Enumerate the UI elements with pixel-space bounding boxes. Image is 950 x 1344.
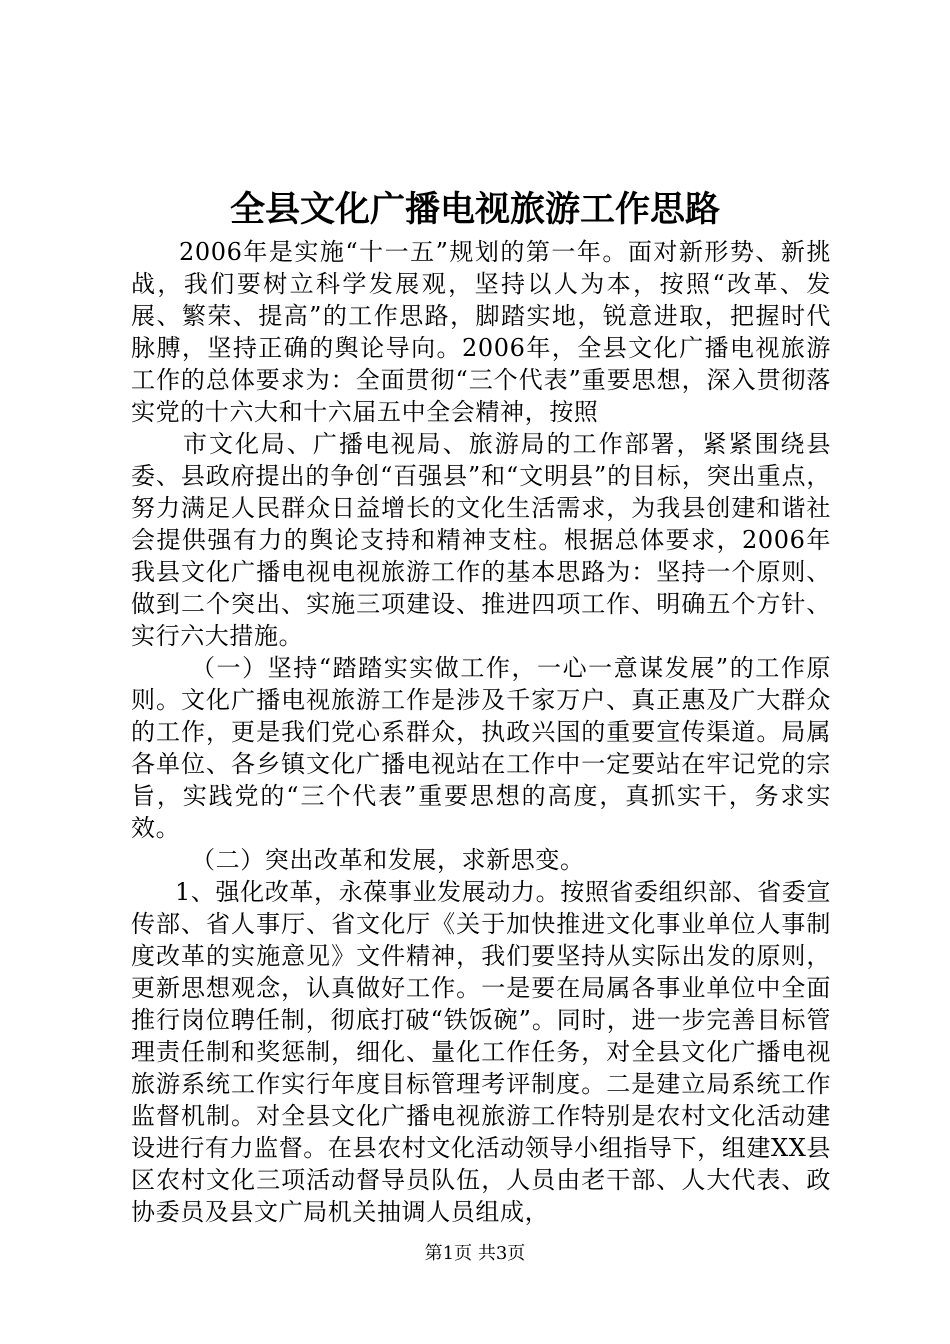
paragraph-section-two: （二）突出改革和发展，求新思变。 [191,846,585,874]
document-title: 全县文化广播电视旅游工作思路 [229,189,720,230]
paragraph-intro: 2006年是实施“十一五”规划的第一年。面对新形势、新挑战，我们要树立科学发展观，坚持以人为本，按照“改革、发展、繁荣、提高”的工作思路，脚踏实地，锐意进取，把握时代脉膊，坚持正确的舆论导向。2006年，全县文化广播电视旅游工作的总体要求为：全面贯彻“三个代表”重要思想，深入贯彻落实党的十六大和十六届五中全会精神，按照 [131,238,831,426]
paragraph-item-one: 1、强化改革，永葆事业发展动力。按照省委组织部、省委宣传部、省人事厅、省文化厅《关于加快推进文化事业单位人事制度改革的实施意见》文件精神，我们要坚持从实际出发的原则，更新思想观念，认真做好工作。一是要在局属各事业单位中全面推行岗位聘任制，彻底打破“铁饭碗”。同时，进一步完善目标管理责任制和奖惩制，细化、量化工作任务，对全县文化广播电视旅游系统工作实行年度目标管理考评制度。二是建立局系统工作监督机制。对全县文化广播电视旅游工作特别是农村文化活动建设进行有力监督。在县农村文化活动领导小组指导下，组建XX县区农村文化三项活动督导员队伍，人员由老干部、人大代表、政协委员及县文广局机关抽调人员组成， [131,878,831,1226]
document-body [131,236,831,1228]
paragraph-requirements: 市文化局、广播电视局、旅游局的工作部署，紧紧围绕县委、县政府提出的争创“百强县”和“文明县”的目标，突出重点，努力满足人民群众日益增长的文化生活需求，为我县创建和谐社会提供强有力的舆论支持和精神支柱。根据总体要求，2006年我县文化广播电视电视旅游工作的基本思路为：坚持一个原则、做到二个突出、实施三项建设、推进四项工作、明确五个方针、实行六大措施。 [131,430,831,650]
paragraph-section-one: （一）坚持“踏踏实实做工作，一心一意谋发展”的工作原则。文化广播电视旅游工作是涉及千家万户、真正惠及广大群众的工作，更是我们党心系群众，执政兴国的重要宣传渠道。局属各单位、各乡镇文化广播电视站在工作中一定要站在牢记党的宗旨，实践党的“三个代表”重要思想的高度，真抓实干，务求实效。 [131,654,831,842]
page-footer: 第1页 共3页 [424,1243,526,1264]
